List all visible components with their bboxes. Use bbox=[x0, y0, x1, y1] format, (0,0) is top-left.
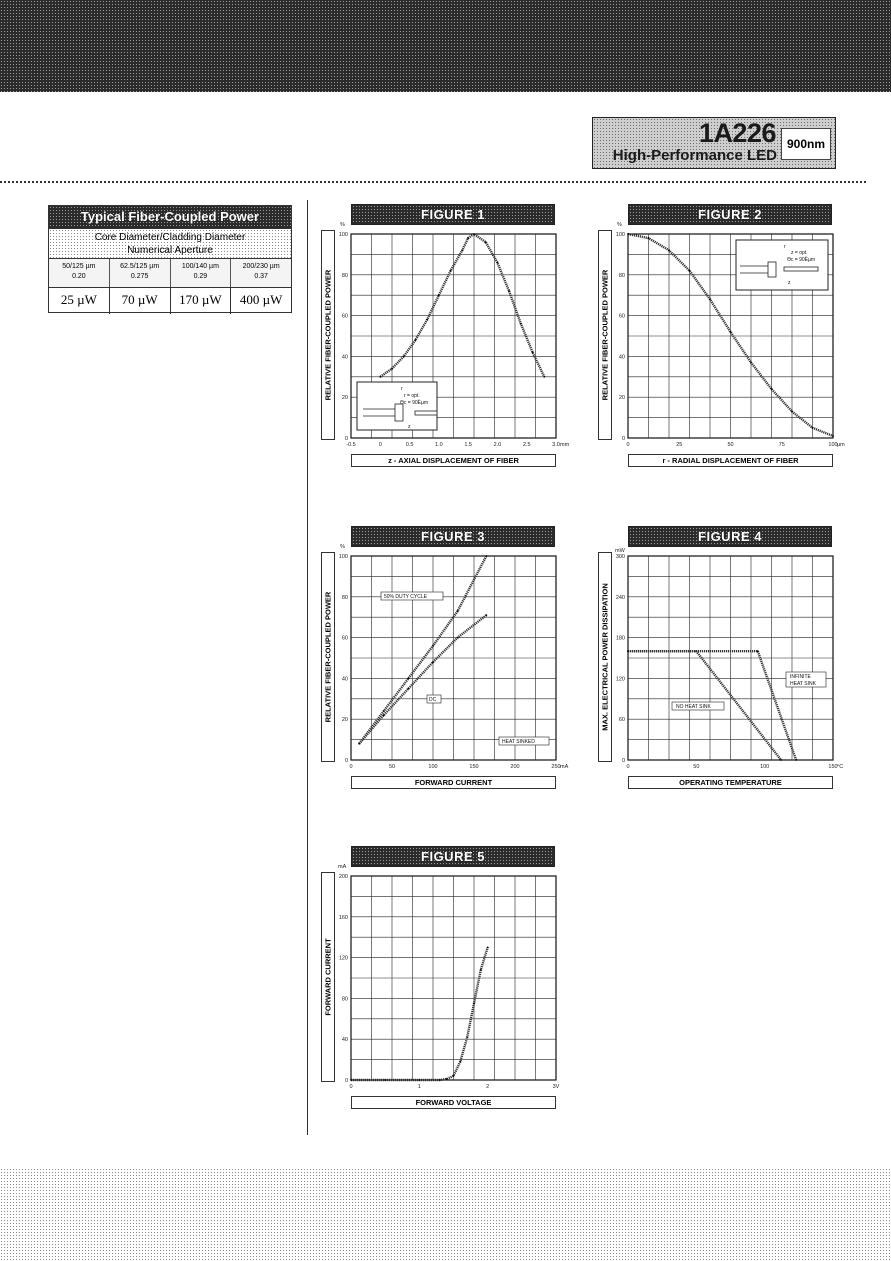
data-point bbox=[473, 1003, 475, 1005]
data-point bbox=[350, 1079, 352, 1081]
figure-3-plot bbox=[311, 526, 631, 776]
x-axis-label: FORWARD VOLTAGE bbox=[351, 1096, 556, 1109]
fiber-spec-cell bbox=[109, 259, 170, 287]
data-point bbox=[668, 249, 670, 251]
y-tick-label: 80 bbox=[341, 272, 348, 279]
data-point bbox=[532, 351, 534, 353]
x-tick-label: 250 bbox=[551, 764, 561, 770]
data-point bbox=[403, 356, 405, 358]
fiber-spec-cell bbox=[170, 259, 231, 287]
y-tick-label: 60 bbox=[618, 717, 625, 724]
data-point bbox=[415, 339, 417, 341]
fiber-na: 0.29 bbox=[193, 273, 208, 280]
fiber-setup-diagram bbox=[357, 382, 437, 430]
x-tick-label: 0 bbox=[626, 442, 630, 448]
data-point bbox=[383, 710, 385, 712]
product-subtitle: High-Performance LED bbox=[612, 147, 777, 164]
fiber-size: 200/230 µm bbox=[242, 263, 280, 270]
x-unit-label: µm bbox=[837, 442, 845, 448]
x-tick-label: 3V bbox=[552, 1084, 560, 1090]
data-point bbox=[461, 249, 463, 251]
power-value: 400 µW bbox=[230, 288, 291, 314]
x-axis-label: FORWARD CURRENT bbox=[351, 776, 556, 789]
x-tick-label: 0.5 bbox=[405, 442, 414, 448]
y-axis-label: RELATIVE FIBER-COUPLED POWER bbox=[323, 591, 333, 723]
data-point bbox=[450, 270, 452, 272]
x-tick-label: 100 bbox=[760, 764, 770, 770]
annotation-z-opt: z = opt. bbox=[791, 250, 808, 256]
x-tick-label: 2.0 bbox=[493, 442, 502, 448]
y-tick-label: 100 bbox=[338, 232, 348, 238]
y-tick-label: 160 bbox=[338, 914, 348, 921]
fiber-na: 0.275 bbox=[130, 273, 149, 280]
y-unit-label: % bbox=[340, 544, 345, 550]
annotation-heat-sink: HEAT SINK bbox=[790, 681, 816, 687]
fiber-na: 0.37 bbox=[254, 273, 268, 280]
y-tick-label: 240 bbox=[615, 594, 625, 601]
y-axis-label: RELATIVE FIBER-COUPLED POWER bbox=[600, 269, 610, 401]
y-tick-label: 80 bbox=[341, 594, 348, 601]
svg-text:r: r bbox=[401, 386, 403, 392]
y-tick-label: 120 bbox=[615, 676, 625, 683]
annotation-infinite: INFINITE bbox=[790, 674, 811, 680]
figure-2-plot bbox=[588, 204, 891, 454]
wavelength-badge: 900nm bbox=[781, 128, 831, 160]
fiber-na: 0.20 bbox=[72, 273, 86, 280]
x-tick-label: 200 bbox=[510, 764, 520, 770]
figure-3 bbox=[311, 526, 631, 826]
figure-1-plot bbox=[311, 204, 631, 454]
data-point bbox=[457, 610, 459, 612]
figure-5-plot bbox=[311, 846, 631, 1096]
y-tick-label: 60 bbox=[341, 313, 348, 320]
x-unit-label: mA bbox=[560, 764, 569, 770]
fiber-size: 50/125 µm bbox=[62, 263, 96, 270]
annotation-duty-cycle: 50% DUTY CYCLE bbox=[384, 594, 427, 600]
data-point bbox=[418, 1079, 420, 1081]
annotation-r-opt: r = opt. bbox=[404, 393, 420, 399]
fiber-spec-cell bbox=[230, 259, 291, 287]
annotation-no-heat-sink: NO HEAT SINK bbox=[676, 704, 711, 710]
data-point bbox=[408, 678, 410, 680]
table-subtitle-line1: Core Diameter/Cladding Diameter bbox=[94, 232, 246, 243]
power-value: 70 µW bbox=[109, 288, 170, 314]
y-tick-label: 40 bbox=[341, 354, 348, 361]
figure-title: FIGURE 2 bbox=[628, 204, 832, 225]
y-unit-label: % bbox=[617, 222, 622, 228]
data-point bbox=[543, 376, 545, 378]
data-point bbox=[432, 661, 434, 663]
bottom-decorative-band bbox=[0, 1168, 891, 1261]
figure-4 bbox=[588, 526, 891, 826]
data-point bbox=[771, 388, 773, 390]
y-tick-label: 0 bbox=[621, 436, 625, 442]
product-title-box bbox=[592, 117, 836, 169]
fiber-setup-diagram bbox=[736, 240, 828, 290]
data-point bbox=[473, 233, 475, 235]
figure-title: FIGURE 4 bbox=[628, 526, 832, 547]
x-tick-label: 50 bbox=[388, 764, 396, 770]
y-tick-label: 20 bbox=[341, 717, 348, 724]
x-axis-label: r - RADIAL DISPLACEMENT OF FIBER bbox=[628, 454, 833, 467]
data-point bbox=[438, 294, 440, 296]
fiber-spec-cell bbox=[49, 259, 109, 287]
y-tick-label: 80 bbox=[618, 272, 625, 279]
data-point bbox=[432, 645, 434, 647]
annotation-theta: Θc = 90Ëµm bbox=[400, 400, 429, 406]
top-decorative-band bbox=[0, 0, 891, 92]
data-point bbox=[627, 233, 629, 235]
power-value: 25 µW bbox=[60, 292, 97, 307]
x-tick-label: 100 bbox=[428, 764, 438, 770]
data-point bbox=[384, 1079, 386, 1081]
y-tick-label: 60 bbox=[618, 313, 625, 320]
figure-title: FIGURE 3 bbox=[351, 526, 555, 547]
x-tick-label: 50 bbox=[727, 442, 734, 448]
data-point bbox=[832, 435, 834, 437]
y-tick-label: 0 bbox=[621, 758, 625, 764]
annotation-z: z bbox=[788, 280, 791, 286]
x-tick-label: 2.5 bbox=[522, 442, 531, 448]
data-point bbox=[485, 241, 487, 243]
y-tick-label: 0 bbox=[344, 436, 348, 442]
y-tick-label: 40 bbox=[618, 354, 625, 361]
data-point bbox=[750, 362, 752, 364]
figure-2 bbox=[588, 204, 891, 504]
x-unit-label: mm bbox=[560, 442, 570, 448]
table-value-row bbox=[49, 288, 291, 314]
data-point bbox=[648, 237, 650, 239]
data-point bbox=[457, 637, 459, 639]
x-tick-label: 50 bbox=[693, 764, 700, 770]
y-tick-label: 40 bbox=[341, 1037, 348, 1044]
y-tick-label: 20 bbox=[618, 395, 625, 402]
data-point bbox=[383, 714, 385, 716]
y-tick-label: 60 bbox=[341, 635, 348, 642]
x-tick-label: 0 bbox=[626, 764, 630, 770]
x-tick-label: 100 bbox=[828, 442, 838, 448]
product-model: 1A226 bbox=[698, 118, 776, 148]
data-point bbox=[453, 1075, 455, 1077]
data-point bbox=[358, 743, 360, 745]
data-point bbox=[467, 237, 469, 239]
figure-title: FIGURE 1 bbox=[351, 204, 555, 225]
y-tick-label: 80 bbox=[341, 996, 348, 1003]
fiber-power-table bbox=[48, 205, 292, 313]
annotation-z: z bbox=[408, 424, 411, 430]
annotation-theta: Θc = 90Ëµm bbox=[787, 257, 816, 263]
y-axis-label: MAX. ELECTRICAL POWER DISSIPATION bbox=[600, 583, 610, 731]
data-point bbox=[812, 427, 814, 429]
y-tick-label: 300 bbox=[615, 554, 625, 560]
x-tick-label: 0 bbox=[349, 1084, 353, 1090]
data-point bbox=[459, 1061, 461, 1063]
x-tick-label: 75 bbox=[778, 442, 785, 448]
power-value: 170 µW bbox=[170, 288, 231, 314]
figure-1 bbox=[311, 204, 631, 504]
annotation-dc: DC bbox=[429, 697, 437, 703]
data-point bbox=[791, 411, 793, 413]
x-tick-label: 1.5 bbox=[464, 442, 472, 448]
data-point bbox=[780, 759, 782, 761]
fiber-size: 62.5/125 µm bbox=[120, 263, 160, 270]
figure-5 bbox=[311, 846, 631, 1146]
table-subtitle bbox=[49, 229, 291, 259]
table-title: Typical Fiber-Coupled Power bbox=[49, 206, 291, 229]
x-tick-label: 0 bbox=[378, 442, 382, 448]
data-point bbox=[391, 368, 393, 370]
y-tick-label: 40 bbox=[341, 676, 348, 683]
data-point bbox=[485, 614, 487, 616]
x-tick-label: 0 bbox=[349, 764, 353, 770]
y-tick-label: 200 bbox=[338, 874, 348, 880]
data-point bbox=[379, 376, 381, 378]
y-unit-label: mA bbox=[338, 864, 347, 870]
x-axis-label: z - AXIAL DISPLACEMENT OF FIBER bbox=[351, 454, 556, 467]
data-point bbox=[757, 650, 759, 652]
y-tick-label: 120 bbox=[338, 955, 348, 962]
data-point bbox=[795, 759, 797, 761]
x-tick-label: 3.0 bbox=[552, 442, 560, 448]
header-divider bbox=[0, 181, 866, 183]
data-point bbox=[480, 969, 482, 971]
x-tick-label: 1 bbox=[417, 1084, 421, 1090]
data-point bbox=[466, 1036, 468, 1038]
y-tick-label: 100 bbox=[338, 554, 348, 560]
data-point bbox=[487, 947, 489, 949]
data-point bbox=[709, 298, 711, 300]
x-tick-label: -0.5 bbox=[346, 442, 356, 448]
table-subtitle-line2: Numerical Aperture bbox=[127, 245, 213, 256]
data-point bbox=[508, 290, 510, 292]
x-tick-label: 150 bbox=[469, 764, 479, 770]
data-point bbox=[408, 688, 410, 690]
x-tick-label: 25 bbox=[676, 442, 683, 448]
data-point bbox=[520, 323, 522, 325]
x-tick-label: 2 bbox=[486, 1084, 490, 1090]
data-point bbox=[485, 555, 487, 557]
x-tick-label: 1.0 bbox=[435, 442, 443, 448]
annotation-heat-sinked: HEAT SINKED bbox=[502, 739, 535, 745]
figure-4-plot bbox=[588, 526, 891, 776]
data-point bbox=[497, 262, 499, 264]
x-tick-label: 150 bbox=[828, 764, 838, 770]
data-point bbox=[627, 650, 629, 652]
x-unit-label: °C bbox=[837, 764, 844, 770]
data-point bbox=[689, 270, 691, 272]
y-tick-label: 0 bbox=[344, 758, 348, 764]
y-unit-label: mW bbox=[615, 548, 625, 554]
x-axis-label: OPERATING TEMPERATURE bbox=[628, 776, 833, 789]
svg-text:r: r bbox=[784, 244, 786, 250]
data-point bbox=[426, 319, 428, 321]
data-point bbox=[446, 1078, 448, 1080]
table-fiber-row bbox=[49, 259, 291, 288]
y-unit-label: % bbox=[340, 222, 345, 228]
data-point bbox=[439, 1079, 441, 1081]
fiber-size: 100/140 µm bbox=[181, 263, 219, 270]
y-tick-label: 0 bbox=[344, 1078, 348, 1084]
data-point bbox=[730, 331, 732, 333]
y-axis-label: RELATIVE FIBER-COUPLED POWER bbox=[323, 269, 333, 401]
y-axis-label: FORWARD CURRENT bbox=[323, 938, 333, 1016]
y-tick-label: 100 bbox=[615, 232, 625, 238]
y-tick-label: 180 bbox=[615, 635, 625, 642]
column-divider bbox=[307, 200, 308, 1135]
figure-title: FIGURE 5 bbox=[351, 846, 555, 867]
y-tick-label: 20 bbox=[341, 395, 348, 402]
